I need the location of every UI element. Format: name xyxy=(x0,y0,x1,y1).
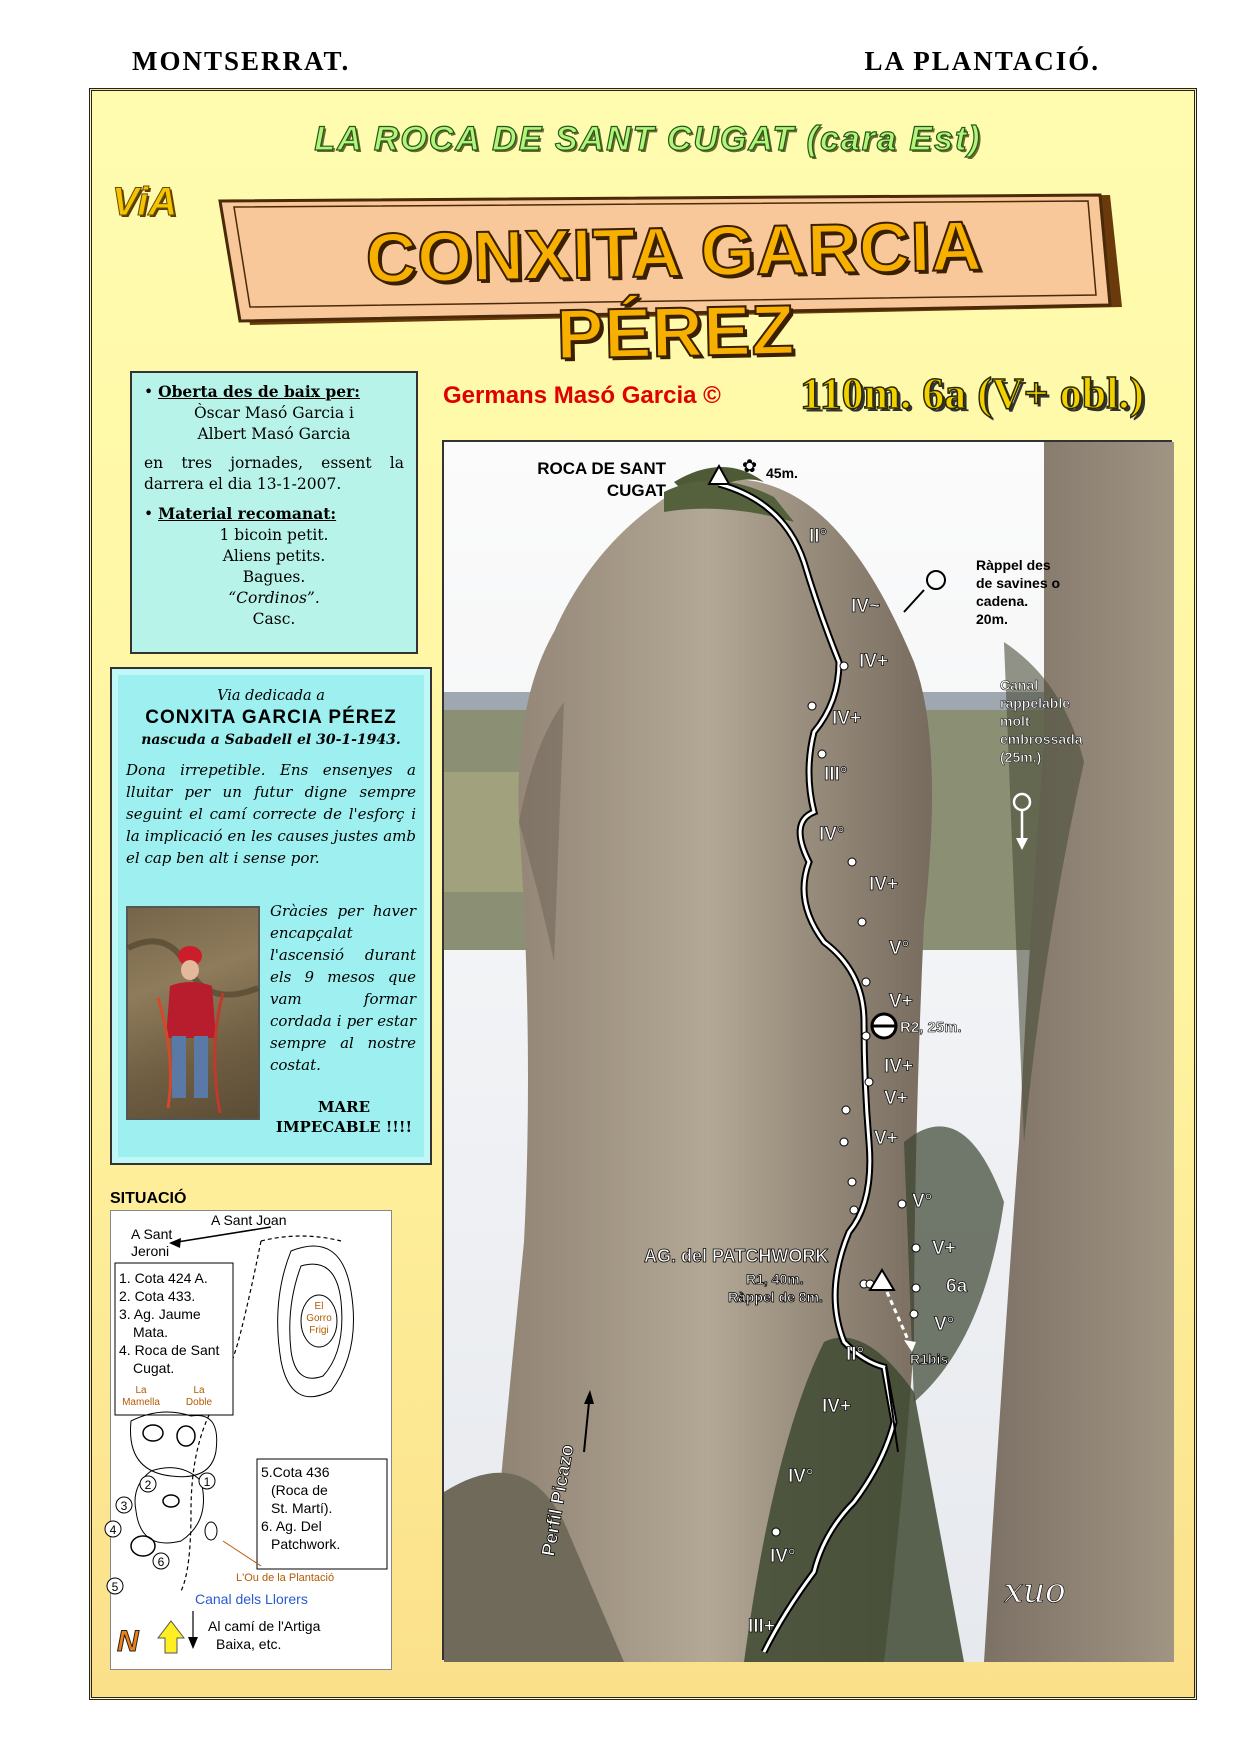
map-list1: 4. Roca de Sant xyxy=(119,1342,220,1358)
rappel-text: 20m. xyxy=(976,611,1008,627)
map-number: 6 xyxy=(157,1555,165,1569)
location-map xyxy=(110,1210,392,1670)
grade-label: V+ xyxy=(884,1088,908,1109)
grade-label: V+ xyxy=(889,991,913,1012)
map-mamella-1: La xyxy=(135,1385,147,1396)
rappel-text: Ràppel des xyxy=(976,557,1051,573)
map-gorro-1: El xyxy=(314,1301,324,1312)
map-gorro-3: Frigi xyxy=(309,1325,329,1336)
map-a-sant-jeroni: A Sant xyxy=(131,1226,173,1242)
closing-line-2: IMPECABLE !!!! xyxy=(275,1118,413,1136)
grade-label: IV+ xyxy=(884,1056,914,1077)
grade-label: III° xyxy=(824,764,848,785)
opener-2: Albert Masó Garcia xyxy=(197,425,351,443)
map-ou-plantacio: L'Ou de la Plantació xyxy=(236,1572,335,1584)
grade-label: V° xyxy=(889,938,910,959)
canal-text: rappelable xyxy=(1000,695,1071,711)
header-left: MONTSERRAT. xyxy=(132,46,351,76)
r1bis-label: R1bis xyxy=(910,1351,949,1367)
grade-label: V° xyxy=(912,1191,933,1212)
route-grade: 110m. 6a (V+ obl.) xyxy=(800,369,1145,418)
map-list1: Mata. xyxy=(133,1324,169,1340)
author-signature: xuo xyxy=(1004,1571,1066,1611)
grade-label-side: V+ xyxy=(932,1238,956,1259)
map-number: 3 xyxy=(120,1499,128,1513)
dedication-name: CONXITA GARCIA PÉREZ xyxy=(145,707,397,728)
via-label: ViA xyxy=(112,180,178,224)
material-item: Casc. xyxy=(252,610,296,628)
material-item: “Cordinos”. xyxy=(228,589,320,607)
top-height: 45m. xyxy=(766,465,798,481)
map-list1: 3. Ag. Jaume xyxy=(119,1306,201,1322)
opened-heading: Oberta des de baix per: xyxy=(158,382,360,401)
opener-1: Òscar Masó Garcia i xyxy=(193,404,355,422)
tree-icon: ✿ xyxy=(742,456,758,476)
header-right: LA PLANTACIÓ. xyxy=(864,46,1100,76)
grade-label: IV° xyxy=(819,824,845,845)
map-a-sant-jeroni-2: Jeroni xyxy=(131,1243,170,1259)
r1-rappel: Ràppel de 8m. xyxy=(728,1289,823,1305)
map-list2: 5.Cota 436 xyxy=(261,1464,330,1480)
map-number: 5 xyxy=(111,1580,119,1594)
grade-label: IV° xyxy=(788,1466,814,1487)
authors: Germans Masó Garcia © xyxy=(443,382,721,409)
grade-label: IV+ xyxy=(832,708,862,729)
grade-label: IV+ xyxy=(869,874,899,895)
perfil-label: Perfil Picazo xyxy=(538,1442,579,1558)
dedication-born: nascuda a Sabadell el 30-1-1943. xyxy=(141,732,401,748)
material-item: Bagues. xyxy=(242,568,306,586)
map-doble-2: Doble xyxy=(185,1397,213,1408)
topo-image xyxy=(442,440,1172,1660)
grade-label: V+ xyxy=(874,1128,898,1149)
patchwork-label: AG. del PATCHWORK xyxy=(644,1246,829,1266)
r1-label: R1, 40m. xyxy=(746,1271,804,1287)
grade-label: II° xyxy=(846,1344,865,1365)
map-mamella-2: Mamella xyxy=(122,1397,160,1408)
closing-line-1: MARE xyxy=(317,1098,371,1116)
map-number: 2 xyxy=(144,1478,152,1492)
map-number: 4 xyxy=(109,1523,117,1537)
subtitle: LA ROCA DE SANT CUGAT (cara Est) xyxy=(314,120,982,158)
situacio-label: SITUACIÓ xyxy=(110,1190,187,1207)
grade-label: IV~ xyxy=(851,596,881,617)
opened-text: en tres jornades, essent la darrera el dia 13-1-2007. xyxy=(144,454,404,493)
map-list2: Patchwork. xyxy=(271,1536,341,1552)
map-a-sant-joan: A Sant Joan xyxy=(211,1212,287,1228)
r2-label: R2, 25m. xyxy=(900,1019,962,1036)
summit-name-2: CUGAT xyxy=(606,481,666,500)
map-artiga-1: Al camí de l'Artiga xyxy=(208,1618,321,1634)
canal-text: (25m.) xyxy=(1000,749,1042,765)
map-doble-1: La xyxy=(193,1385,205,1396)
route-title: CONXITA GARCIA PÉREZ xyxy=(365,206,984,374)
material-item: Aliens petits. xyxy=(222,547,326,565)
grade-label: IV+ xyxy=(822,1396,852,1417)
grade-label: II° xyxy=(809,526,828,547)
thanks-text: Gràcies per haver encapçalat l'ascensió durant els 9 mesos que vam formar cordada i per estar sempre al nostre costat. xyxy=(270,902,416,1074)
rappel-text: de savines o xyxy=(976,575,1061,591)
north-arrow-icon xyxy=(158,1621,184,1653)
canal-text: molt xyxy=(1000,713,1030,729)
map-canal-llorers: Canal dels Llorers xyxy=(195,1591,308,1607)
map-list2: St. Martí). xyxy=(271,1500,333,1516)
map-list1: Cugat. xyxy=(133,1360,175,1376)
material-heading: Material recomanat: xyxy=(158,504,337,523)
map-number: 1 xyxy=(203,1475,211,1489)
map-list2: 6. Ag. Del xyxy=(261,1518,322,1534)
grade-label-side: V° xyxy=(934,1314,955,1335)
dedication-line: Via dedicada a xyxy=(217,688,325,704)
closing-text xyxy=(264,1097,424,1137)
canal-text: Canal xyxy=(1000,677,1039,693)
canal-text: embrossada xyxy=(1000,731,1083,747)
dedication-paragraph: Dona irrepetible. Ens ensenyes a lluitar per un futur digne sempre seguint el camí correcte de l'esforç i la implicació en les causes justes amb el cap ben alt i sense por. xyxy=(126,761,416,867)
map-list2: (Roca de xyxy=(271,1482,328,1498)
rappel-text: cadena. xyxy=(976,593,1029,609)
north-icon: N xyxy=(117,1625,139,1658)
map-artiga-2: Baixa, etc. xyxy=(216,1636,282,1652)
map-list1: 2. Cota 433. xyxy=(119,1288,196,1304)
grade-label: IV° xyxy=(770,1546,796,1567)
summit-name-1: ROCA DE SANT xyxy=(537,459,666,478)
map-list1: 1. Cota 424 A. xyxy=(119,1270,208,1286)
info-box: • Oberta des de baix per: Òscar Masó Garcia i Albert Masó Garcia en tres jornades, essent la darrera el dia 13-1-2007. • Material recomanat: 1 bicoin petit. Aliens petits. Bagues. “Cordinos”. Casc. xyxy=(130,371,418,654)
climber-photo xyxy=(126,906,260,1120)
grade-label-side: 6a xyxy=(946,1276,968,1297)
map-gorro-2: Gorro xyxy=(306,1313,332,1324)
material-item: 1 bicoin petit. xyxy=(219,526,329,544)
grade-label: IV+ xyxy=(859,651,889,672)
grade-label: III+ xyxy=(748,1616,775,1637)
